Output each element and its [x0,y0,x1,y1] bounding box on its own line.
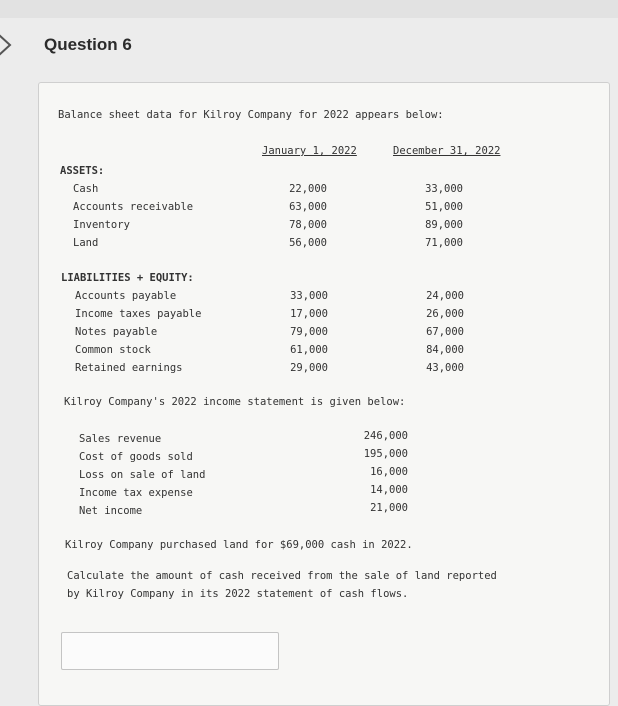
income-value: 246,000 [363,430,408,442]
asset-label: Cash [73,183,99,195]
prompt-line-2: by Kilroy Company in its 2022 statement of cash flows. [67,588,409,600]
liability-dec: 84,000 [426,344,464,356]
asset-label: Accounts receivable [73,201,194,213]
liability-dec: 43,000 [426,362,464,374]
asset-jan: 56,000 [289,237,327,249]
income-label: Cost of goods sold [79,451,193,463]
income-value: 14,000 [370,484,408,496]
income-value: 16,000 [370,466,408,478]
col-header-jan: January 1, 2022 [262,145,357,157]
income-label: Income tax expense [79,487,193,499]
asset-dec: 71,000 [425,237,463,249]
asset-jan: 22,000 [289,183,327,195]
liability-label: Income taxes payable [75,308,202,320]
liability-dec: 24,000 [426,290,464,302]
liability-jan: 33,000 [290,290,328,302]
income-value: 21,000 [370,502,408,514]
top-strip [0,0,618,18]
question-card [38,82,610,706]
asset-jan: 63,000 [289,201,327,213]
liability-label: Accounts payable [75,290,177,302]
income-intro: Kilroy Company's 2022 income statement is given below: [64,396,406,408]
liability-dec: 67,000 [426,326,464,338]
asset-dec: 89,000 [425,219,463,231]
liability-jan: 79,000 [290,326,328,338]
liability-jan: 17,000 [290,308,328,320]
asset-dec: 33,000 [425,183,463,195]
liability-jan: 61,000 [290,344,328,356]
intro-text: Balance sheet data for Kilroy Company for 2022 appears below: [58,109,444,121]
income-label: Net income [79,505,143,517]
assets-heading: ASSETS: [60,165,105,177]
asset-dec: 51,000 [425,201,463,213]
liability-label: Common stock [75,344,151,356]
asset-label: Land [73,237,99,249]
liability-jan: 29,000 [290,362,328,374]
liabilities-heading: LIABILITIES + EQUITY: [61,272,194,284]
answer-input[interactable] [61,632,279,670]
asset-jan: 78,000 [289,219,327,231]
prompt-line-1: Calculate the amount of cash received from the sale of land reported [67,570,497,582]
liability-dec: 26,000 [426,308,464,320]
question-title: Question 6 [44,35,132,54]
income-value: 195,000 [363,448,408,460]
income-label: Loss on sale of land [79,469,206,481]
col-header-dec: December 31, 2022 [393,145,501,157]
liability-label: Notes payable [75,326,158,338]
land-note: Kilroy Company purchased land for $69,000 cash in 2022. [65,539,413,551]
chevron-right-icon[interactable] [0,32,16,58]
asset-label: Inventory [73,219,130,231]
income-label: Sales revenue [79,433,162,445]
liability-label: Retained earnings [75,362,183,374]
